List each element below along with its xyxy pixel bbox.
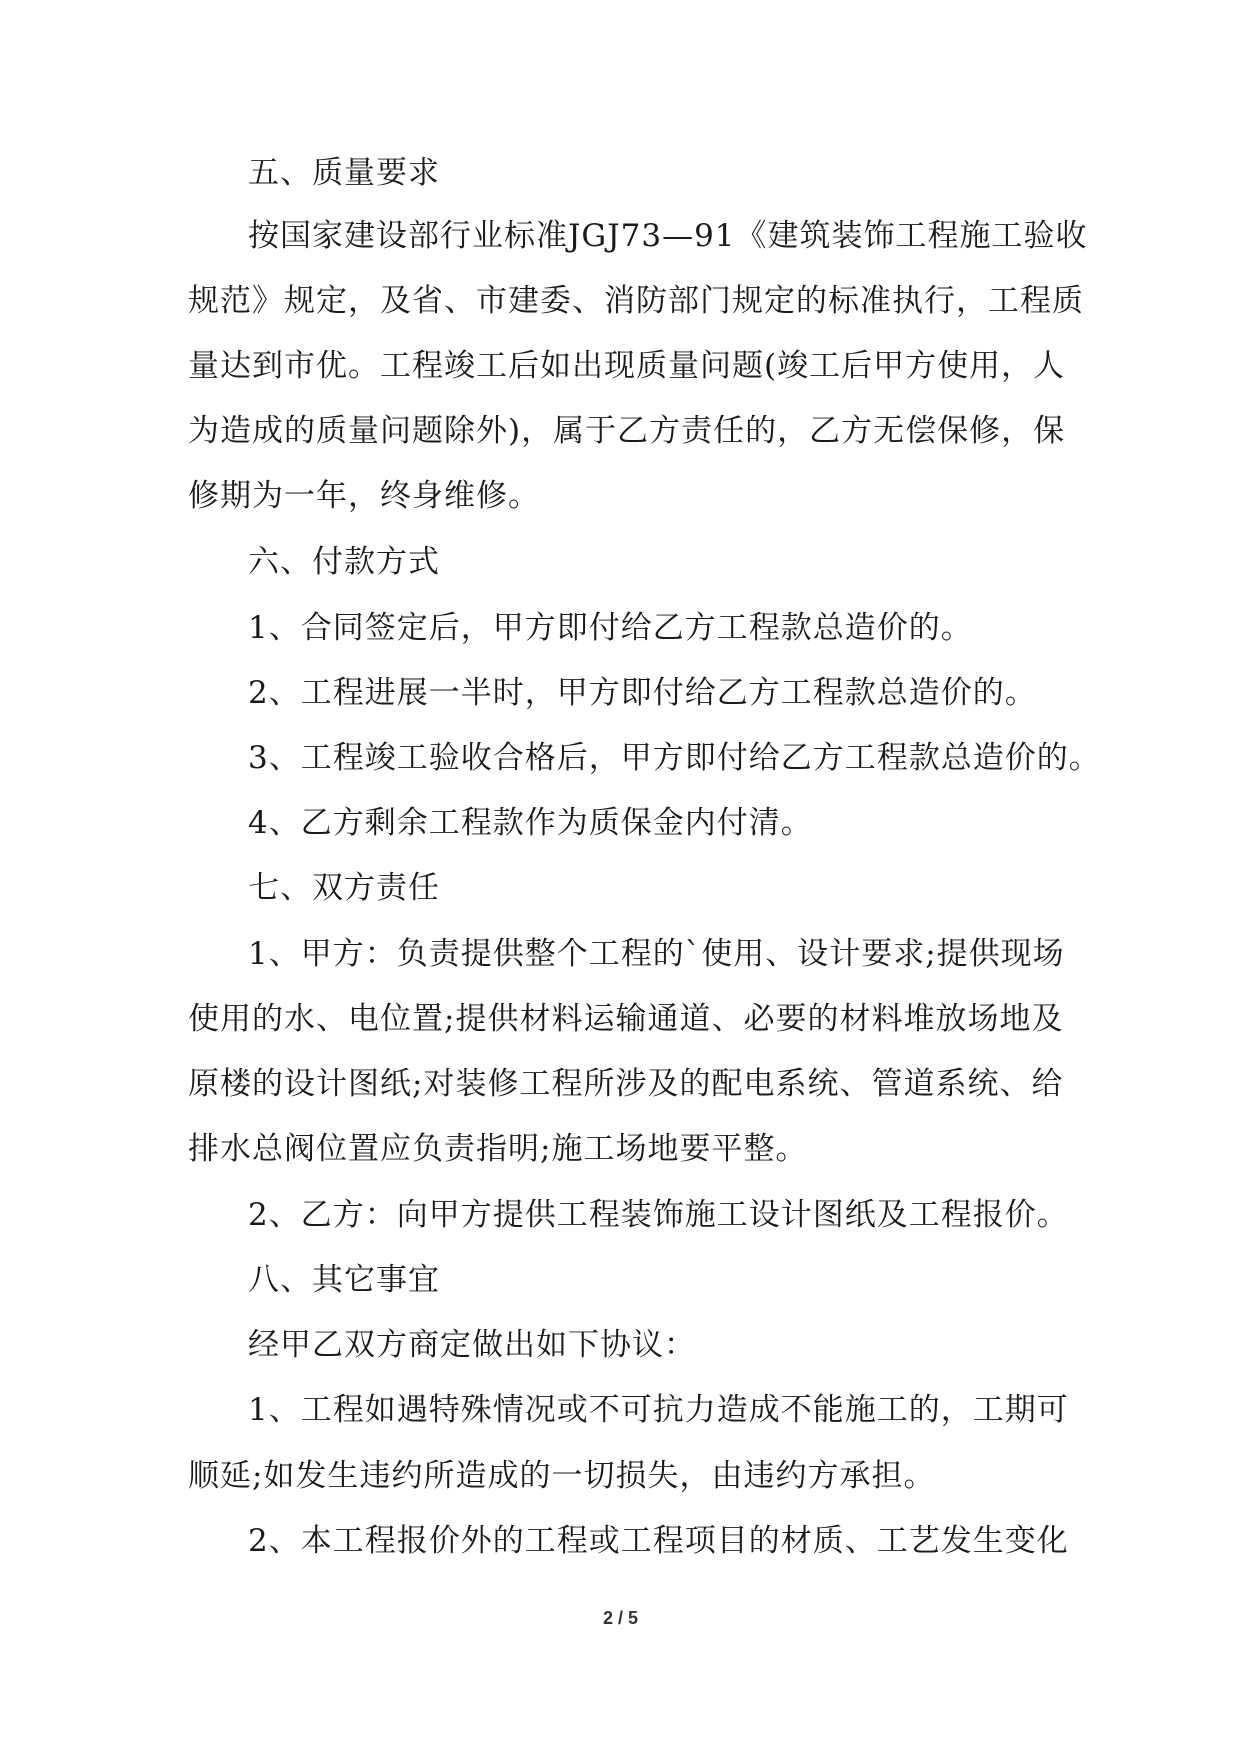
paragraph-line: 为造成的质量问题除外)，属于乙方责任的，乙方无偿保修，保 [188,413,1066,449]
list-item: 2、工程进展一半时，甲方即付给乙方工程款总造价的。 [248,675,1037,711]
section-heading-other: 八、其它事宜 [248,1262,440,1298]
list-item: 2、本工程报价外的工程或工程项目的材质、工艺发生变化 [248,1523,1069,1559]
paragraph-line: 经甲乙双方商定做出如下协议： [248,1327,696,1363]
section-heading-payment: 六、付款方式 [248,544,440,580]
section-heading-quality: 五、质量要求 [248,155,440,191]
list-item: 1、甲方：负责提供整个工程的`使用、设计要求;提供现场 [248,936,1065,972]
paragraph-line: 排水总阀位置应负责指明;施工场地要平整。 [188,1131,808,1167]
list-item: 1、工程如遇特殊情况或不可抗力造成不能施工的，工期可 [248,1392,1069,1428]
paragraph-line: 原楼的设计图纸;对装修工程所涉及的配电系统、管道系统、给 [188,1066,1064,1102]
paragraph-line: 按国家建设部行业标准JGJ73—91《建筑装饰工程施工验收 [248,218,1088,254]
paragraph-line: 使用的水、电位置;提供材料运输通道、必要的材料堆放场地及 [188,1001,1064,1037]
list-item: 4、乙方剩余工程款作为质保金内付清。 [248,805,813,841]
list-item: 2、乙方：向甲方提供工程装饰施工设计图纸及工程报价。 [248,1197,1069,1233]
list-item: 3、工程竣工验收合格后，甲方即付给乙方工程款总造价的。 [248,740,1101,776]
paragraph-line: 规范》规定，及省、市建委、消防部门规定的标准执行，工程质 [188,283,1084,319]
paragraph-line: 修期为一年，终身维修。 [188,478,540,514]
section-heading-responsibilities: 七、双方责任 [248,870,440,906]
paragraph-line: 量达到市优。工程竣工后如出现质量问题(竣工后甲方使用，人 [188,348,1066,384]
list-item: 1、合同签定后，甲方即付给乙方工程款总造价的。 [248,610,973,646]
page-number: 2 / 5 [602,1608,639,1628]
paragraph-line: 顺延;如发生违约所造成的一切损失，由违约方承担。 [188,1458,936,1494]
